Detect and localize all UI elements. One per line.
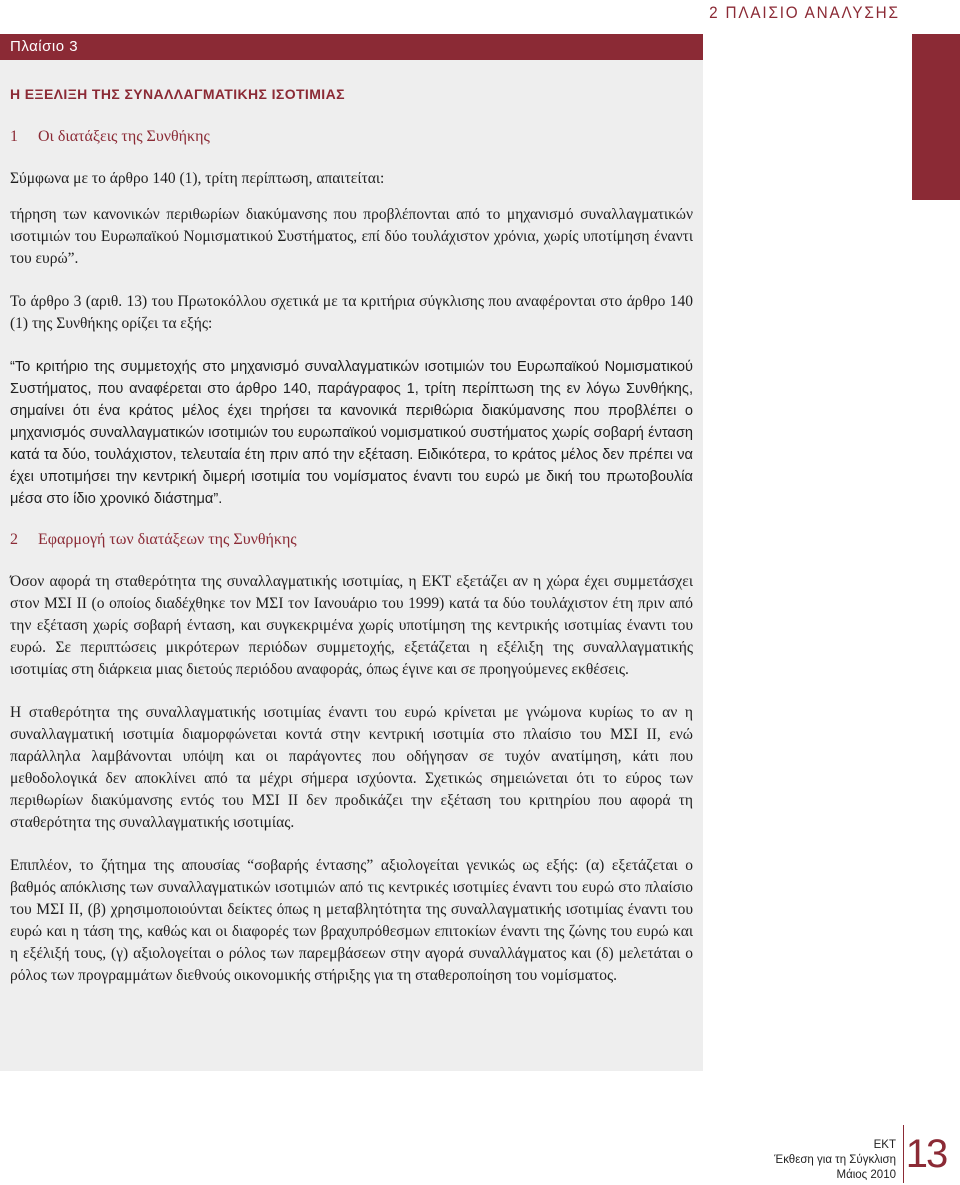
- footer-date: Μάιος 2010: [836, 1169, 896, 1181]
- section-2-title: Εφαρμογή των διατάξεων της Συνθήκης: [38, 531, 297, 548]
- page-footer: [722, 1121, 952, 1185]
- box-label: Πλαίσιο 3: [0, 34, 703, 60]
- paragraph: Όσον αφορά τη σταθερότητα της συναλλαγματικής ισοτιμίας, η ΕΚΤ εξετάζει αν η χώρα έχει συμμετάσχει στον ΜΣΙ ΙΙ (ο οποίος διαδέχθηκε τον ΜΣΙ τον Ιανουάριο του 1999) κατά τα δύο τουλάχιστον έτη πριν από την εξέταση χωρίς σοβαρή ένταση, και συγκεκριμένα χωρίς υποτίμηση της κεντρικής ισοτιμίας έναντι του ευρώ. Σε περιπτώσεις μικρότερων περιόδων συμμετοχής, εξετάζεται η εξέλιξη της συναλλαγματικής ισοτιμίας στη διάρκεια μιας διετούς περιόδου αναφοράς, όπως έγινε και σε προηγούμενες εκθέσεις.: [10, 573, 693, 678]
- section-2-number: 2: [10, 531, 18, 548]
- section-label: 2 ΠΛΑΙΣΙΟ ΑΝΑΛΥΣΗΣ: [709, 3, 900, 22]
- box-body: [0, 60, 703, 1071]
- section-1-heading: [10, 128, 693, 146]
- box-title: Η ΕΞΕΛΙΞΗ ΤΗΣ ΣΥΝΑΛΛΑΓΜΑΤΙΚΗΣ ΙΣΟΤΙΜΙΑΣ: [10, 86, 345, 102]
- paragraph: Η σταθερότητα της συναλλαγματικής ισοτιμίας έναντι του ευρώ κρίνεται με γνώμονα κυρίως το αν η συναλλαγματική ισοτιμία διαμορφώνεται κοντά στην κεντρική ισοτιμία στο πλαίσιο του ΜΣΙ ΙΙ, ενώ παράλληλα λαμβάνονται υπόψη και οι παράγοντες που οδήγησαν σε τυχόν ανατίμηση, κάτι που μεθοδολογικά δεν αποκλίνει από τα μέχρι σήμερα ισχύοντα. Σχετικώς σημειώνεται ότι το εύρος των περιθωρίων διακύμανσης εντός του ΜΣΙ ΙΙ δεν προδικάζει την εξέταση του κριτηρίου που αφορά τη σταθερότητα της συναλλαγματικής ισοτιμίας.: [10, 704, 693, 831]
- footer-org: ΕΚΤ: [873, 1139, 896, 1151]
- quoted-paragraph: “Το κριτήριο της συμμετοχής στο μηχανισμό συναλλαγματικών ισοτιμιών του Ευρωπαϊκού Νομισματικού Συστήματος, που αναφέρεται στο άρθρο 140, παράγραφος 1, τρίτη περίπτωση της εν λόγω Συνθήκης, σημαίνει ότι ένα κράτος μέλος έχει τηρήσει τα κανονικά περιθώρια διακύμανσης που προβλέπει ο μηχανισμός συναλλαγματικών ισοτιμιών του ευρωπαϊκού νομισματικού συστήματος χωρίς σοβαρή ένταση κατά τα δύο, τουλάχιστον, τελευταία έτη πριν από την εξέταση. Ειδικότερα, το κράτος μέλος δεν πρέπει να έχει υποτιμήσει την κεντρική διμερή ισοτιμία του νομίσματος έναντι του ευρώ με δική του πρωτοβουλία μέσα στο ίδιο χρονικό διάστημα”.: [10, 359, 693, 507]
- footer-text: [774, 1138, 896, 1183]
- section-1-number: 1: [10, 128, 18, 145]
- paragraph: Σύμφωνα με το άρθρο 140 (1), τρίτη περίπτωση, απαιτείται:: [10, 170, 385, 187]
- footer-report: Έκθεση για τη Σύγκλιση: [774, 1154, 896, 1166]
- paragraph: τήρηση των κανονικών περιθωρίων διακύμανσης που προβλέπονται από το μηχανισμό συναλλαγματικών ισοτιμιών του Ευρωπαϊκού Νομισματικού Συστήματος, επί δύο τουλάχιστον χρόνια, χωρίς υποτίμηση έναντι του ευρώ”.: [10, 206, 693, 267]
- side-accent-bar: [912, 34, 960, 200]
- section-2-heading: [10, 531, 693, 549]
- page-number: 13: [903, 1125, 948, 1183]
- section-1-title: Οι διατάξεις της Συνθήκης: [38, 128, 210, 145]
- paragraph: Επιπλέον, το ζήτημα της απουσίας “σοβαρής έντασης” αξιολογείται γενικώς ως εξής: (α) εξετάζεται ο βαθμός απόκλισης των συναλλαγματικών ισοτιμιών από τις κεντρικές ισοτιμίες έναντι του ευρώ στο πλαίσιο του ΜΣΙ ΙΙ, (β) χρησιμοποιούνται δείκτες όπως η μεταβλητότητα της συναλλαγματικής ισοτιμίας έναντι του ευρώ και η τάση της, καθώς και οι διαφορές των βραχυπρόθεσμων επιτοκίων έναντι της ζώνης του ευρώ και η εξέλιξή τους, (γ) αξιολογείται ο ρόλος των παρεμβάσεων στην αγορά συναλλάγματος και (δ) μελετάται ο ρόλος των προγραμμάτων διεθνούς οικονομικής στήριξης για τη σταθεροποίηση του νομίσματος.: [10, 857, 693, 984]
- paragraph: Το άρθρο 3 (αριθ. 13) του Πρωτοκόλλου σχετικά με τα κριτήρια σύγκλισης που αναφέρονται στο άρθρο 140 (1) της Συνθήκης ορίζει τα εξής:: [10, 293, 693, 332]
